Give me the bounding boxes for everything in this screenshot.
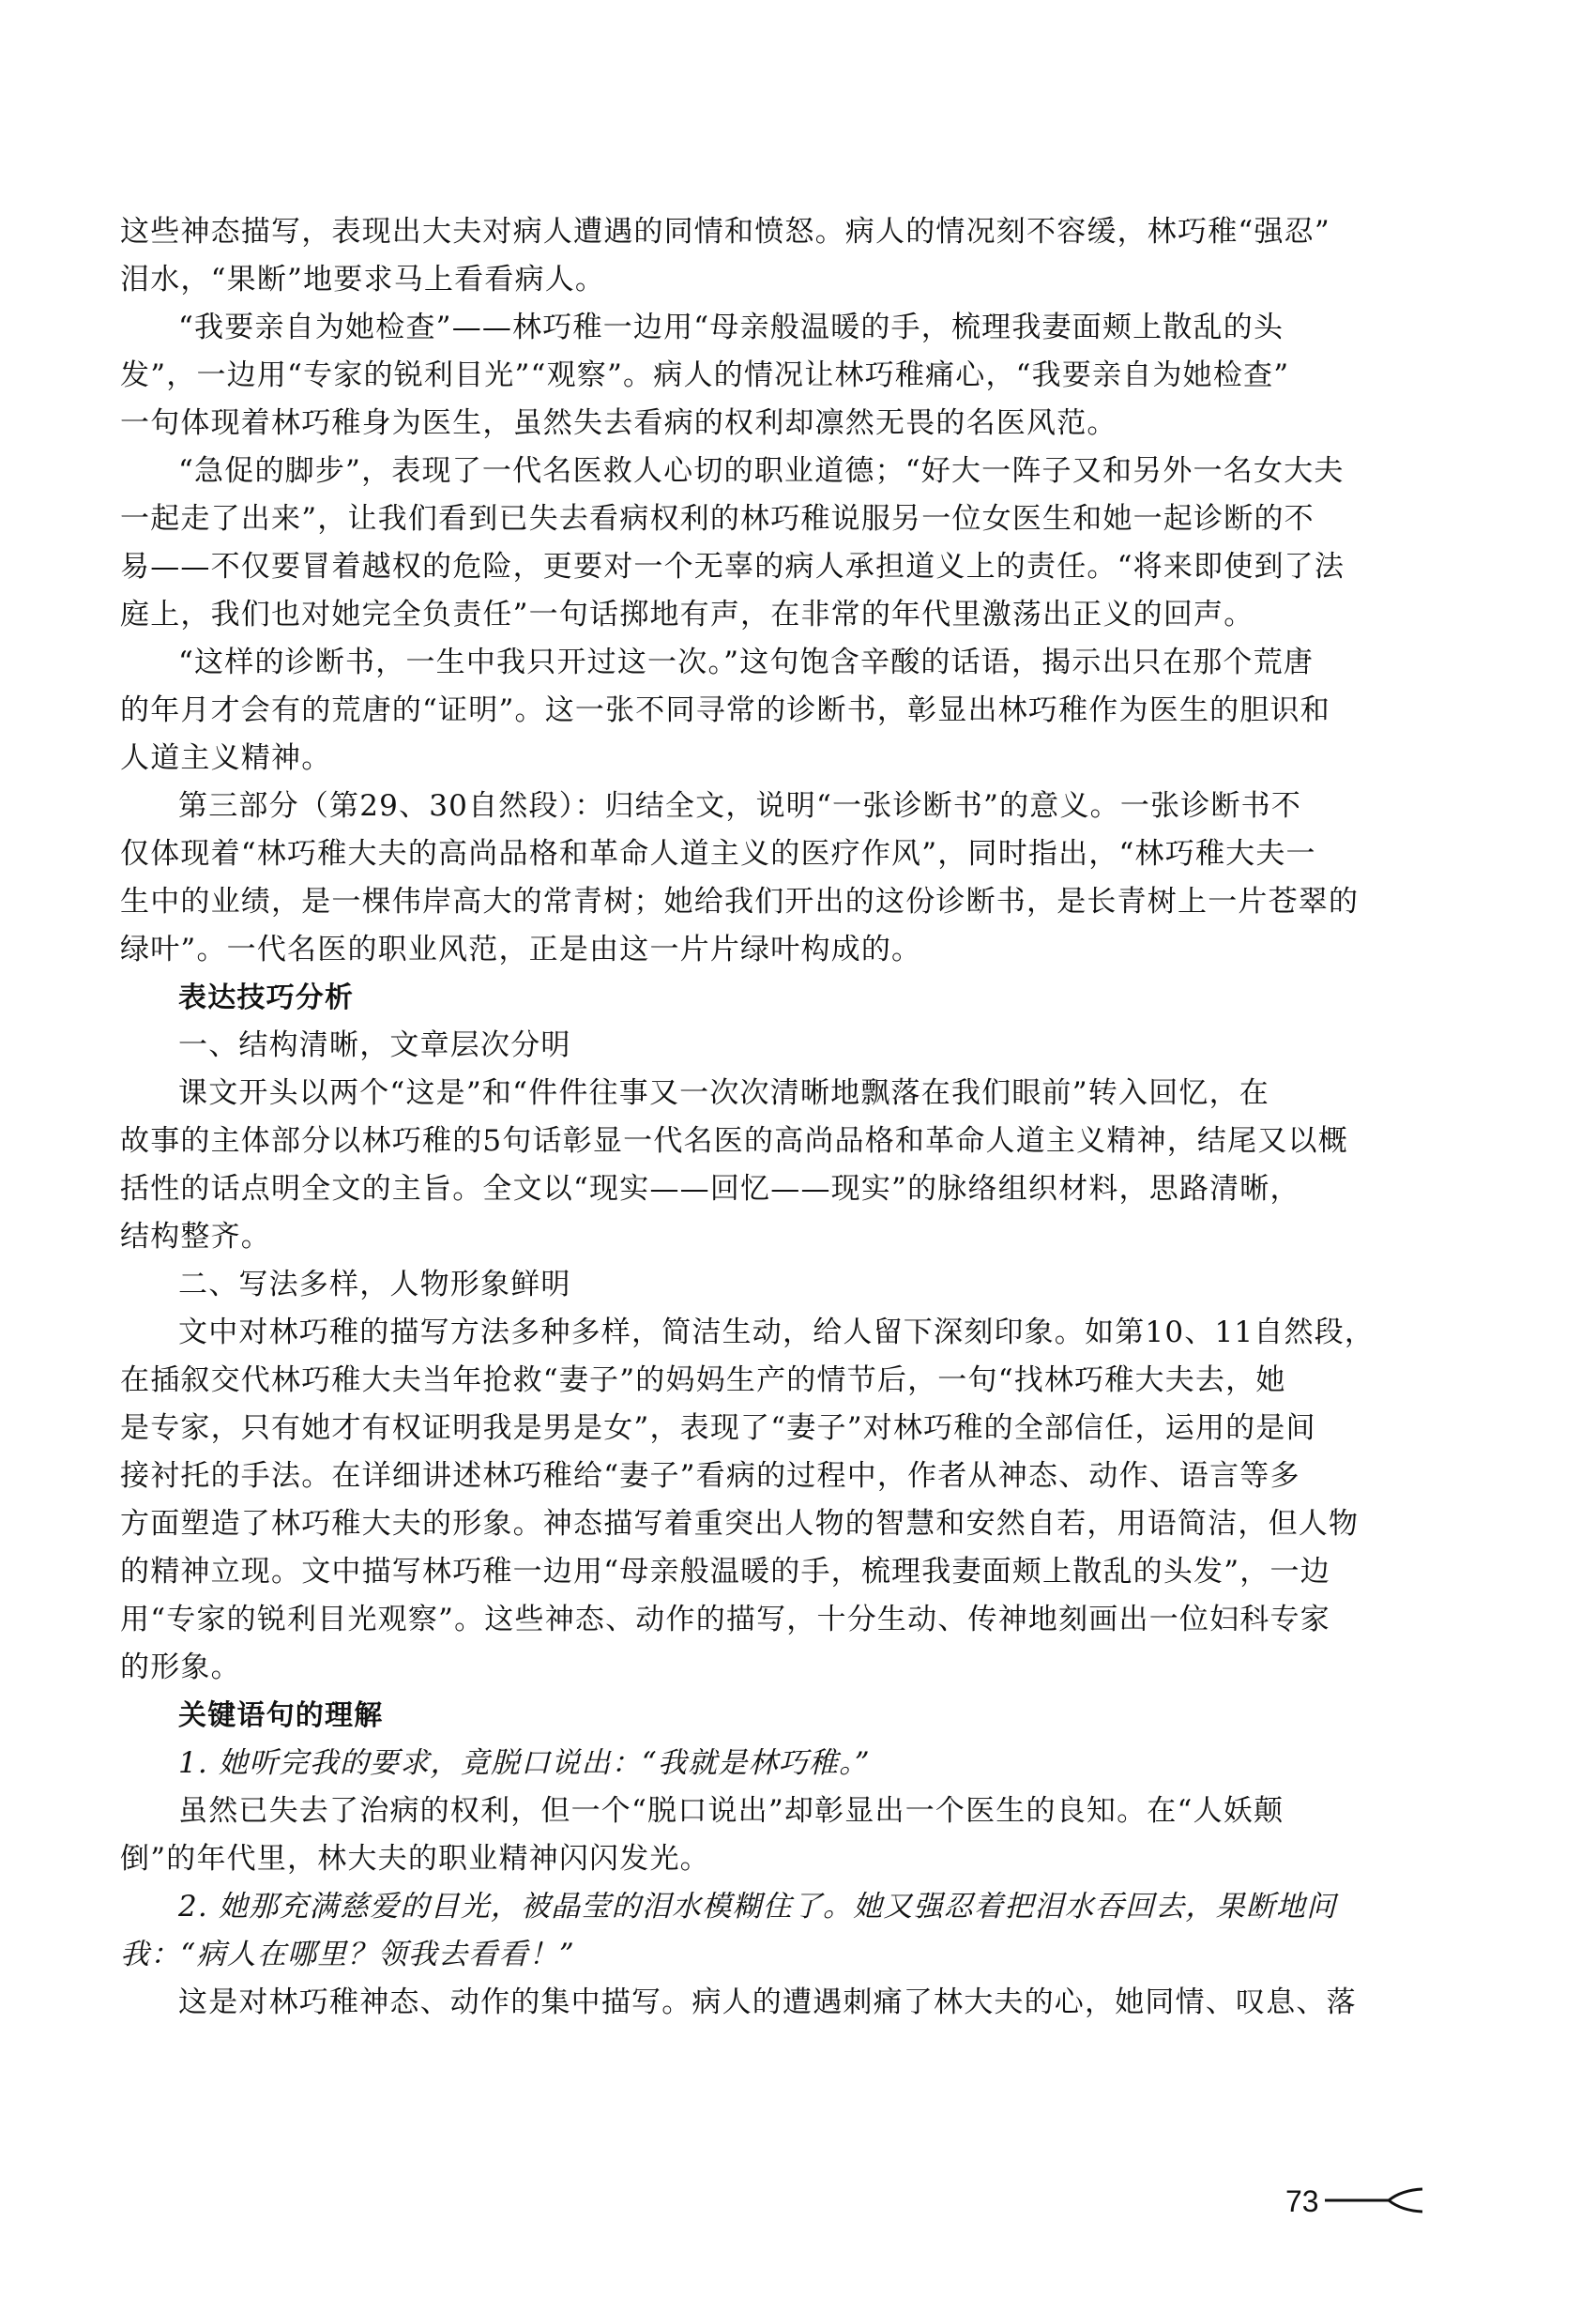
text-line: 在插叙交代林巧稚大夫当年抢救“妻子”的妈妈生产的情节后，一句“找林巧稚大夫去，她 [120, 1363, 1286, 1397]
text-line: 虽然已失去了治病的权利，但一个“脱口说出”却彰显出一个医生的良知。在“人妖颠 [178, 1794, 1284, 1828]
document-body [120, 208, 1473, 2027]
text-line: 是专家，只有她才有权证明我是男是女”，表现了“妻子”对林巧稚的全部信任，运用的是间 [120, 1411, 1316, 1445]
text-line: 接衬托的手法。在详细讲述林巧稚给“妻子”看病的过程中，作者从神态、动作、语言等多 [120, 1459, 1300, 1493]
text-line: 括性的话点明全文的主旨。全文以“现实——回忆——现实”的脉络组织材料，思路清晰， [120, 1172, 1300, 1206]
text-line: 泪水，“果断”地要求马上看看病人。 [120, 263, 606, 297]
subsection-heading: 一、结构清晰，文章层次分明 [178, 1028, 571, 1062]
text-line: 倒”的年代里，林大夫的职业精神闪闪发光。 [120, 1842, 710, 1876]
page-footer [1285, 2184, 1428, 2219]
text-line: “我要亲自为她检查”——林巧稚一边用“母亲般温暖的手，梳理我妻面颊上散乱的头 [178, 311, 1284, 344]
quoted-sentence: 2. 她那充满慈爱的目光，被晶莹的泪水模糊住了。她又强忍着把泪水吞回去，果断地问 [178, 1890, 1337, 1924]
text-line: 易——不仅要冒着越权的危险，更要对一个无辜的病人承担道义上的责任。“将来即使到了法 [120, 550, 1345, 584]
text-line: 这些神态描写，表现出大夫对病人遭遇的同情和愤怒。病人的情况刻不容缓，林巧稚“强忍” [120, 215, 1330, 249]
text-line: 的精神立现。文中描写林巧稚一边用“母亲般温暖的手，梳理我妻面颊上散乱的头发”，一边 [120, 1555, 1330, 1589]
text-line: 文中对林巧稚的描写方法多种多样，简洁生动，给人留下深刻印象。如第10、11自然段， [178, 1316, 1376, 1349]
text-line: “急促的脚步”，表现了一代名医救人心切的职业道德；“好大一阵子又和另外一名女大夫 [178, 454, 1345, 488]
page-number: 73 [1285, 2184, 1319, 2218]
subsection-heading: 二、写法多样，人物形象鲜明 [178, 1268, 571, 1301]
text-line: 人道主义精神。 [120, 741, 332, 775]
text-line: “这样的诊断书，一生中我只开过这一次。”这句饱含辛酸的话语，揭示出只在那个荒唐 [178, 646, 1314, 679]
text-line: 结构整齐。 [120, 1220, 271, 1254]
text-line: 一句体现着林巧稚身为医生，虽然失去看病的权利却凛然无畏的名医风范。 [120, 406, 1117, 440]
text-line: 庭上，我们也对她完全负责任”一句话掷地有声，在非常的年代里激荡出正义的回声。 [120, 598, 1254, 631]
text-line: 课文开头以两个“这是”和“件件往事又一次次清晰地飘落在我们眼前”转入回忆，在 [178, 1076, 1269, 1110]
text-line: 绿叶”。一代名医的职业风范，正是由这一片片绿叶构成的。 [120, 933, 922, 966]
quoted-sentence: 我：“病人在哪里？领我去看看！” [120, 1938, 575, 1971]
section-heading: 表达技巧分析 [178, 981, 355, 1014]
text-line: 的形象。 [120, 1650, 241, 1684]
quoted-sentence: 1. 她听完我的要求，竟脱口说出：“我就是林巧稚。” [178, 1746, 871, 1780]
text-line: 一起走了出来”，让我们看到已失去看病权利的林巧稚说服另一位女医生和她一起诊断的不 [120, 502, 1315, 536]
text-line: 的年月才会有的荒唐的“证明”。这一张不同寻常的诊断书，彰显出林巧稚作为医生的胆识和 [120, 693, 1330, 727]
text-line: 仅体现着“林巧稚大夫的高尚品格和革命人道主义的医疗作风”，同时指出，“林巧稚大夫一 [120, 837, 1316, 871]
text-line: 用“专家的锐利目光观察”。这些神态、动作的描写，十分生动、传神地刻画出一位妇科专家 [120, 1603, 1330, 1636]
text-line: 故事的主体部分以林巧稚的5句话彰显一代名医的高尚品格和革命人道主义精神，结尾又以概 [120, 1124, 1348, 1158]
text-line: 发”，一边用“专家的锐利目光”“观察”。病人的情况让林巧稚痛心，“我要亲自为她检查” [120, 358, 1290, 392]
text-line: 这是对林巧稚神态、动作的集中描写。病人的遭遇刺痛了林大夫的心，她同情、叹息、落 [178, 1985, 1357, 2019]
text-line: 第三部分（第29、30自然段）：归结全文，说明“一张诊断书”的意义。一张诊断书不 [178, 789, 1302, 823]
text-line: 方面塑造了林巧稚大夫的形象。神态描写着重突出人物的智慧和安然自若，用语简洁，但人物 [120, 1507, 1360, 1541]
scissors-icon [1325, 2186, 1428, 2218]
section-heading: 关键语句的理解 [178, 1699, 384, 1732]
text-line: 生中的业绩，是一棵伟岸高大的常青树；她给我们开出的这份诊断书，是长青树上一片苍翠的 [120, 885, 1360, 919]
